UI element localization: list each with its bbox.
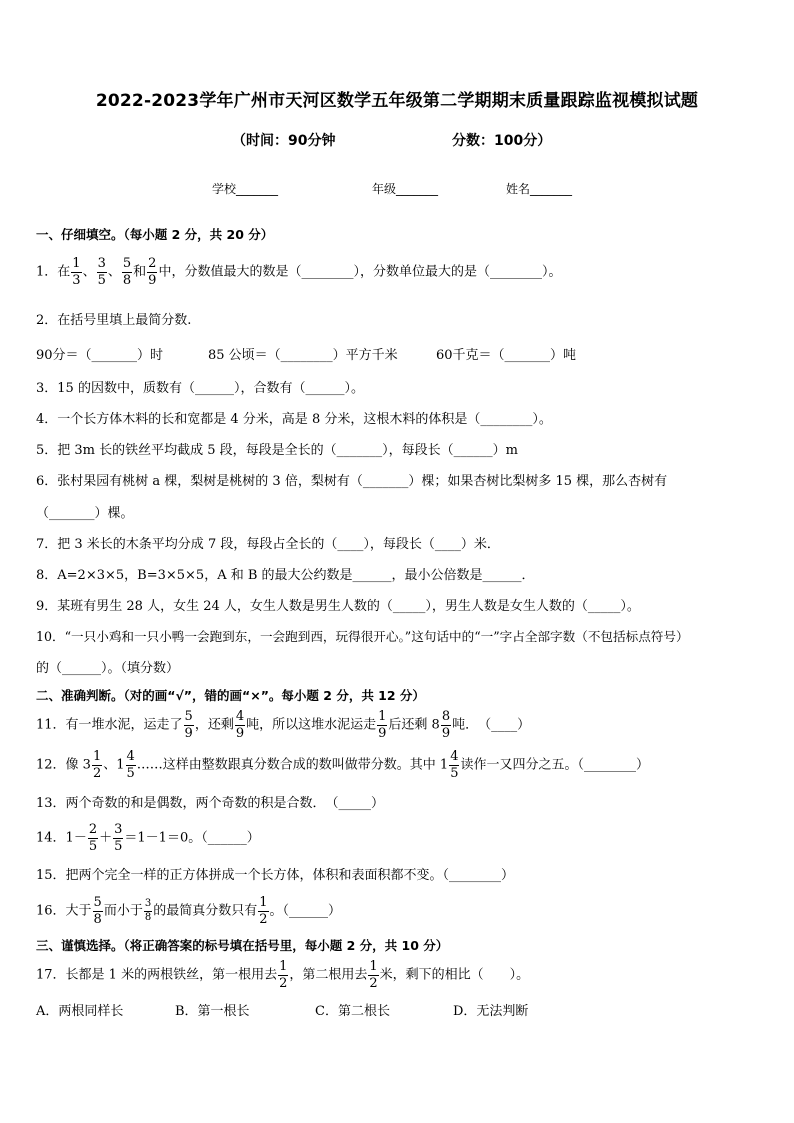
fraction: $\frac{4}{5}$ (126, 749, 135, 781)
question-10-line-2: 的（______）。（填分数） (36, 661, 180, 676)
question-8: 8．A=2×3×5，B=3×5×5，A 和 B 的最大公约数是______，最小公倍数是______． (36, 568, 535, 583)
question-10-line-1: 10．“一只小鸡和一只小鸭一会跑到东，一会跑到西，玩得很开心。”这句话中的“一”字占全部字数（不包括标点符号） (36, 629, 689, 644)
q17-option-c[interactable]: C．第二根长 (315, 1004, 390, 1019)
question-12: 12．像 3 $\frac{1}{2}$ 、1 $\frac{4}{5}$ ……这样由整数跟真分数合成的数叫做带分数。其中 1 $\frac{4}{5}$ 读作一又四分之五。（________） (36, 749, 649, 781)
grade-field[interactable]: 年级_______ (372, 182, 439, 196)
fraction: $\frac{3}{8}$ (144, 898, 152, 923)
question-11: 11．有一堆水泥，运走了 $\frac{5}{9}$ ，还剩 $\frac{4}{9}$ 吨，所以这堆水泥运走 $\frac{1}{9}$ 后还剩 8 $\frac{8}{9}$ 吨． （____） (36, 709, 531, 741)
question-6-line-2: （_______）棵。 (36, 506, 134, 521)
question-9: 9．某班有男生 28 人，女生 24 人，女生人数是男生人数的（_____），男生人数是女生人数的（_____）。 (36, 599, 640, 614)
fraction: $\frac{4}{9}$ (235, 709, 245, 741)
fraction: $\frac{1}{2}$ (259, 895, 268, 927)
question-2-part-2: 85 公顷＝（________）平方千米 (208, 348, 398, 363)
question-4: 4．一个长方体木料的长和宽都是 4 分米，高是 8 分米，这根木料的体积是（________）。 (36, 412, 552, 427)
question-13: 13．两个奇数的和是偶数，两个奇数的积是合数． （_____） (36, 796, 385, 811)
fraction: $\frac{1}{9}$ (378, 709, 387, 741)
fraction: $\frac{5}{8}$ (93, 895, 102, 927)
fraction: $\frac{8}{9}$ (441, 709, 451, 741)
q17-option-d[interactable]: D．无法判断 (453, 1004, 529, 1019)
page-title: 2022-2023学年广州市天河区数学五年级第二学期期末质量跟踪监视模拟试题 (95, 91, 699, 111)
fraction: $\frac{1}{2}$ (369, 959, 378, 991)
fraction: $\frac{3}{5}$ (97, 256, 106, 288)
exam-time: （时间：90分钟 (232, 133, 336, 149)
exam-score: 分数：100分） (452, 133, 552, 149)
q17-option-a[interactable]: A．两根同样长 (36, 1004, 124, 1019)
q1-text-b: 中，分数值最大的数是（________），分数单位最大的是（________）。 (158, 264, 562, 280)
name-field[interactable]: 姓名_______ (506, 182, 573, 196)
fraction: $\frac{3}{5}$ (114, 822, 123, 854)
school-field[interactable]: 学校_______ (212, 182, 279, 196)
question-2: 2．在括号里填上最简分数. (36, 313, 192, 328)
fraction: $\frac{1}{3}$ (72, 256, 81, 288)
question-15: 15．把两个完全一样的正方体拼成一个长方体，体积和表面积都不变。（________） (36, 868, 515, 883)
question-2-part-3: 60千克＝（_______）吨 (436, 348, 577, 363)
question-3: 3．15 的因数中，质数有（______），合数有（______）。 (36, 381, 364, 396)
question-17: 17．长都是 1 米的两根铁丝，第一根用去 $\frac{1}{2}$ ，第二根用去 $\frac{1}{2}$ 米，剩下的相比（ ）。 (36, 959, 530, 991)
fraction: $\frac{2}{9}$ (148, 256, 157, 288)
question-1: 1．在 $\frac{1}{3}$ 、 $\frac{3}{5}$ 、 $\frac{5}{8}$ 和 $\frac{2}{9}$ 中，分数值最大的数是（________），分数单位最大的是（________）。 (36, 256, 562, 288)
section-3-heading: 三、谨慎选择。（将正确答案的标号填在括号里，每小题 2 分，共 10 分） (36, 938, 449, 953)
fraction: $\frac{1}{2}$ (92, 749, 102, 781)
question-16: 16．大于 $\frac{5}{8}$ 而小于 $\frac{3}{8}$ 的最简真分数只有 $\frac{1}{2}$ 。（______） (36, 895, 342, 927)
question-5: 5．把 3m 长的铁丝平均截成 5 段，每段是全长的（_______），每段长（______）m (36, 443, 518, 458)
question-6-line-1: 6．张村果园有桃树 a 棵，梨树是桃树的 3 倍，梨树有（_______）棵；如果杏树比梨树多 15 棵，那么杏树有 (36, 474, 668, 489)
fraction: $\frac{4}{5}$ (450, 749, 459, 781)
section-2-heading: 二、准确判断。（对的画“√”，错的画“×”。每小题 2 分，共 12 分） (36, 688, 425, 703)
fraction: $\frac{5}{8}$ (122, 256, 132, 288)
q1-text-a: 1．在 (36, 264, 71, 280)
q17-option-b[interactable]: B．第一根长 (175, 1004, 250, 1019)
question-14: 14．1－ $\frac{2}{5}$ ＋ $\frac{3}{5}$ ＝1－1＝0。（______） (36, 822, 260, 854)
fraction: $\frac{2}{5}$ (88, 822, 98, 854)
section-1-heading: 一、仔细填空。（每小题 2 分，共 20 分） (36, 227, 274, 242)
fraction: $\frac{1}{2}$ (279, 959, 288, 991)
fraction: $\frac{5}{9}$ (184, 709, 193, 741)
question-7: 7．把 3 米长的木条平均分成 7 段，每段占全长的（____），每段长（____）米． (36, 537, 500, 552)
question-2-part-1: 90分＝（_______）时 (36, 348, 164, 363)
